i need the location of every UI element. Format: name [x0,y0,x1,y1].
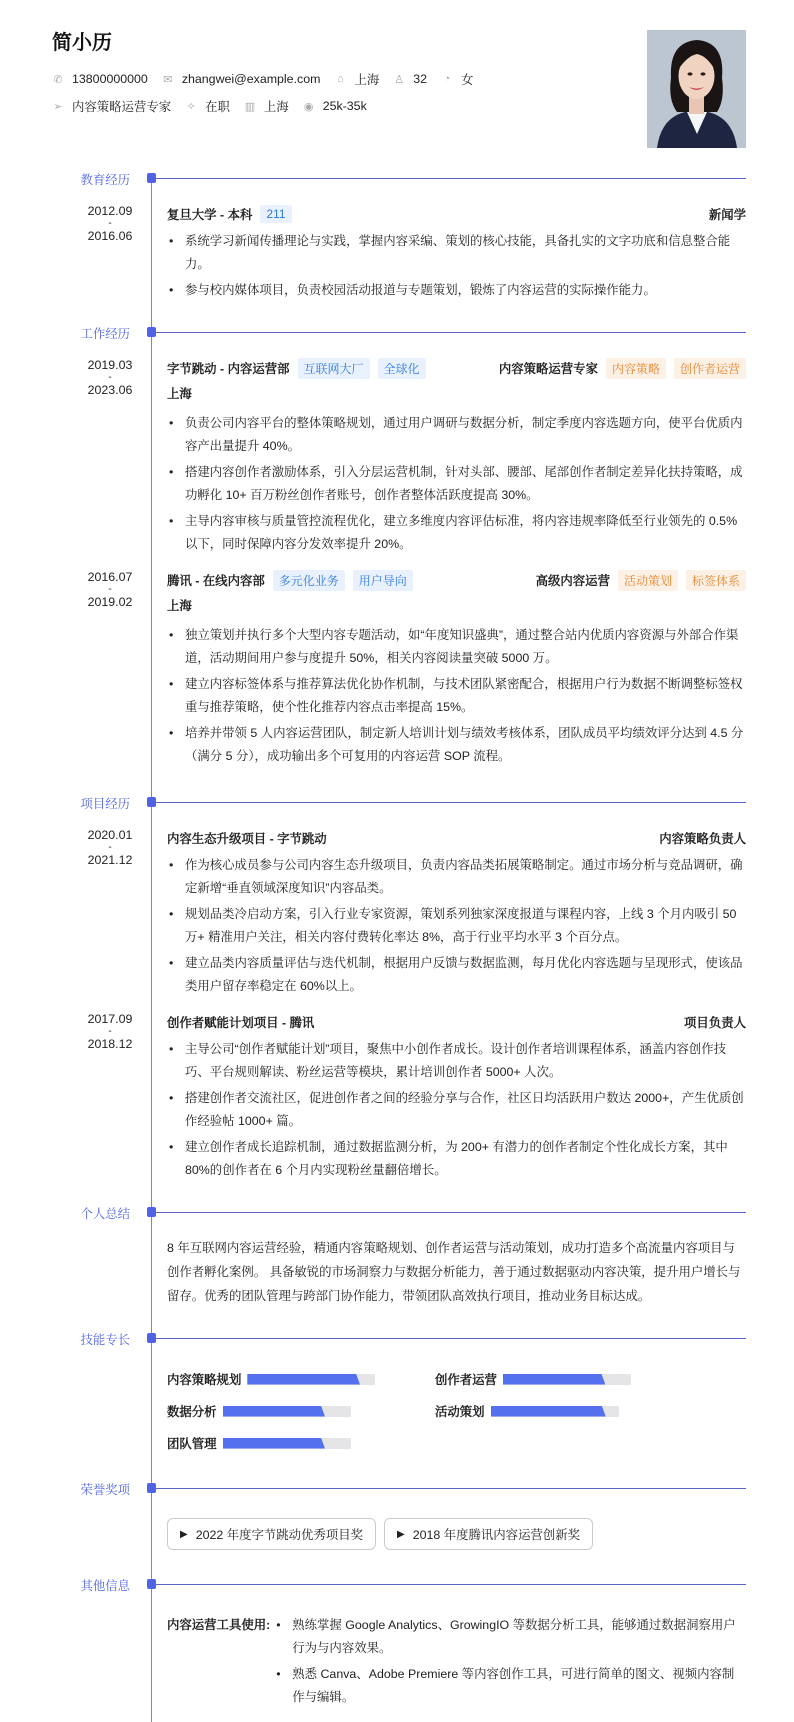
section-header [0,794,794,812]
section-content [167,1348,746,1454]
info-text: 上海 [354,73,380,87]
tag-badge: 全球化 [378,358,426,379]
entry-item [87,202,746,302]
bullet-list [167,412,746,556]
home-icon: ⌂ [337,73,344,85]
section-skills [0,1330,794,1454]
section-content [87,342,746,768]
section-education [0,170,794,302]
section-header [0,1204,794,1222]
phone-icon: ✆ [53,73,63,86]
entry-item [87,568,746,768]
candidate-name: 简小历 [52,32,112,54]
skill-item [167,1400,435,1422]
entry-role: 高级内容运营 [535,574,610,588]
entry-role: 新闻学 [708,208,746,222]
section-title: 荣誉奖项 [80,1483,130,1497]
tag-badge: 互联网大厂 [298,358,370,379]
entry-title: 创作者赋能计划项目 - 腾讯 [167,1016,315,1030]
skill-item [435,1400,735,1422]
date-separator: - [108,841,112,853]
skill-bar-fill [223,1406,325,1417]
building-icon: ▥ [244,100,256,113]
bullet-item: • 熟练掌握 Google Analytics、GrowingIO 等数据分析工具，能够通过数据洞察用户行为与内容效果。 [274,1614,746,1660]
end-date: 2023.06 [87,383,133,397]
date-range [70,359,150,397]
bullet-item: • 作为核心成员参与公司内容生态升级项目，负责内容品类拓展策略制定。通过市场分析与竞品调研，确定新增“垂直领域深度知识”内容品类。 [167,854,746,900]
contact-row [52,70,487,88]
section-summary [0,1204,794,1308]
info-item [52,72,148,86]
section-content [167,1498,746,1550]
skills-grid [167,1362,746,1454]
date-range [70,205,150,243]
bullet-item: • 主导内容审核与质量管控流程优化，建立多维度内容评估标准，将内容违规率降低至行业领先的 0.5%以下，同时保障内容分发效率提升 20%。 [167,510,746,556]
summary-text: 8 年互联网内容运营经验，精通内容策略规划、创作者运营与活动策划，成功打造多个高流量内容项目与创作者孵化案例。 具备敏锐的市场洞察力与数据分析能力，善于通过数据驱动内容决策，提升用户增长与留存。优秀的团队管理与跨部门协作能力，带领团队高效执行项目，推动业务目标达成。 [167,1241,741,1303]
skill-item [435,1368,735,1390]
end-date: 2019.02 [87,595,133,609]
skill-bar-fill [223,1438,325,1449]
info-item [52,97,171,115]
skill-bar [491,1406,619,1417]
skill-name: 团队管理 [167,1437,217,1451]
entry-header [167,356,746,380]
section-other [0,1576,794,1712]
section-divider [152,802,746,803]
section-header [0,324,794,342]
award-badge [384,1518,593,1550]
entry-item [87,1010,746,1182]
section-title: 其他信息 [80,1579,130,1593]
bullet-list [167,230,746,302]
profile-photo [647,30,746,148]
info-item [244,97,289,115]
entry-title: 复旦大学 - 本科 [167,208,253,222]
info-text: 上海 [263,100,289,114]
award-text: 2018 年度腾讯内容运营创新奖 [412,1528,581,1542]
section-title: 工作经历 [80,327,130,341]
section-divider [152,332,746,333]
skill-item [167,1368,435,1390]
bullet-item: • 搭建内容创作者激励体系，引入分层运营机制，针对头部、腰部、尾部创作者制定差异化扶持策略，成功孵化 10+ 百万粉丝创作者账号，创作者整体活跃度提高 30%。 [167,461,746,507]
date-separator: - [108,217,112,229]
date-separator: - [108,583,112,595]
award-badge [167,1518,376,1550]
tag-badge: 211 [260,205,291,223]
skill-bar [503,1374,631,1385]
skill-name: 内容策略规划 [167,1373,242,1387]
bullet-item: • 系统学习新闻传播理论与实践，掌握内容采编、策划的核心技能，具备扎实的文字功底和信息整合能力。 [167,230,746,276]
date-range [70,1013,150,1051]
section-content [87,812,746,1182]
play-triangle-icon: ▶ [397,1528,405,1540]
bullet-item: • 培养并带领 5 人内容运营团队，制定新人培训计划与绩效考核体系，团队成员平均绩效评分达到 4.5 分（满分 5 分），成功输出多个可复用的内容运营 SOP 流程。 [167,722,746,768]
skill-bar [223,1406,351,1417]
start-date: 2016.07 [87,570,133,584]
entry-location: 上海 [167,599,192,613]
bullet-item: • 建立内容标签体系与推荐算法优化协作机制，与技术团队紧密配合，根据用户行为数据不断调整标签权重与推荐策略，使个性化推荐内容点击率提高 15%。 [167,673,746,719]
skill-bar [223,1438,351,1449]
info-text: 25k-35k [322,99,367,113]
job-intent-row [52,97,381,115]
tag-badge: 多元化业务 [273,570,345,591]
gender-icon: ◔ [443,73,451,85]
bullet-item: • 建立品类内容质量评估与迭代机制，根据用户反馈与数据监测，每月优化内容选题与呈现形式，使该品类用户留存率稳定在 60%以上。 [167,952,746,998]
section-header [0,1480,794,1498]
bullet-list [167,624,746,768]
bullet-item: • 搭建创作者交流社区，促进创作者之间的经验分享与合作，社区日均活跃用户数达 2000+，产生优质创作经验帖 1000+ 篇。 [167,1087,746,1133]
info-item [185,97,230,115]
info-text: 32 [413,72,428,86]
section-work [0,324,794,768]
section-title: 教育经历 [80,173,130,187]
info-text: 内容策略运营专家 [72,100,172,114]
end-date: 2021.12 [87,853,133,867]
entry-title: 内容生态升级项目 - 字节跳动 [167,832,327,846]
section-title: 个人总结 [80,1207,130,1221]
section-header [0,170,794,188]
award-text: 2022 年度字节跳动优秀项目奖 [195,1528,364,1542]
info-text: 在职 [205,100,230,114]
skill-bar [247,1374,375,1385]
info-item [393,72,427,86]
entry-header [167,202,746,226]
skill-bar-fill [247,1374,360,1385]
date-range [70,571,150,609]
section-title: 技能专长 [80,1333,130,1347]
bullet-item: • 熟悉 Canva、Adobe Premiere 等内容创作工具，可进行简单的图文、视频内容制作与编辑。 [274,1663,746,1709]
entry-role: 项目负责人 [684,1016,746,1030]
send-icon: ➢ [53,100,63,113]
entry-title: 腾讯 - 在线内容部 [167,574,265,588]
skill-bar-fill [503,1374,605,1385]
skill-bar-fill [491,1406,606,1417]
end-date: 2016.06 [87,229,133,243]
info-item [162,72,321,86]
play-triangle-icon: ▶ [180,1528,188,1540]
entry-location: 上海 [167,387,192,401]
info-text: 女 [461,73,474,87]
start-date: 2020.01 [87,828,133,842]
awards-list [167,1512,746,1550]
skill-item [167,1432,435,1454]
entry-item [87,356,746,556]
section-header [0,1330,794,1348]
skill-name: 活动策划 [435,1405,485,1419]
start-date: 2017.09 [87,1012,133,1026]
bullet-item: • 参与校内媒体项目，负责校园活动报道与专题策划，锻炼了内容运营的实际操作能力。 [167,279,746,302]
info-text: 13800000000 [72,72,148,86]
date-separator: - [108,371,112,383]
start-date: 2019.03 [87,358,133,372]
section-divider [152,1338,746,1339]
section-divider [152,178,746,179]
section-projects [0,794,794,1182]
entry-role: 内容策略运营专家 [498,362,598,376]
end-date: 2018.12 [87,1037,133,1051]
bullet-list [167,854,746,998]
info-item [303,99,367,113]
entry-header [167,1010,746,1034]
section-divider [152,1488,746,1489]
date-separator: - [108,1025,112,1037]
salary-icon: ◉ [303,100,314,113]
entry-item [87,826,746,998]
entry-header [167,826,746,850]
bullet-item: • 建立创作者成长追踪机制，通过数据监测分析，为 200+ 有潜力的创作者制定个性化成长方案，其中 80%的创作者在 6 个月内实现粉丝量翻倍增长。 [167,1136,746,1182]
role-tag: 活动策划 [618,570,678,591]
section-divider [152,1212,746,1213]
section-content [167,1594,746,1712]
status-icon: ✧ [186,100,196,113]
section-content [167,1222,746,1308]
section-title: 项目经历 [80,797,130,811]
section-content [87,188,746,302]
tag-badge: 用户导向 [353,570,413,591]
bullet-item: • 主导公司“创作者赋能计划”项目，聚焦中小创作者成长。设计创作者培训课程体系，涵盖内容创作技巧、平台规则解读、粉丝运营等模块，累计培训创作者 5000+ 人次。 [167,1038,746,1084]
resume-body [0,170,794,1712]
date-range [70,829,150,867]
info-item [441,70,473,88]
skill-name: 数据分析 [167,1405,217,1419]
section-divider [152,1584,746,1585]
entry-title: 字节跳动 - 内容运营部 [167,362,290,376]
bullet-list [167,1038,746,1182]
section-awards [0,1480,794,1550]
other-info-list [274,1614,746,1712]
info-item [334,70,379,88]
mail-icon: ✉ [163,73,173,86]
role-tag: 标签体系 [686,570,746,591]
other-info-title: 内容运营工具使用: [167,1618,271,1632]
entry-header [167,568,746,592]
section-header [0,1576,794,1594]
role-tag: 创作者运营 [674,358,746,379]
bullet-item: • 负责公司内容平台的整体策略规划，通过用户调研与数据分析，制定季度内容选题方向，使平台优质内容产出量提升 40%。 [167,412,746,458]
bullet-item: • 独立策划并执行多个大型内容专题活动，如“年度知识盛典”，通过整合站内优质内容资源与外部合作渠道，活动期间用户参与度提升 50%，相关内容阅读量突破 5000 万。 [167,624,746,670]
skill-name: 创作者运营 [435,1373,497,1387]
age-icon: ♙ [394,73,405,86]
other-info [167,1608,746,1712]
info-text: zhangwei@example.com [181,72,321,86]
start-date: 2012.09 [87,204,133,218]
role-tag: 内容策略 [606,358,666,379]
entry-role: 内容策略负责人 [659,832,746,846]
bullet-item: • 规划品类冷启动方案，引入行业专家资源，策划系列独家深度报道与课程内容，上线 3 个月内吸引 50 万+ 精准用户关注，相关内容付费转化率达 8%，高于行业平均水平 3 个百分点。 [167,903,746,949]
